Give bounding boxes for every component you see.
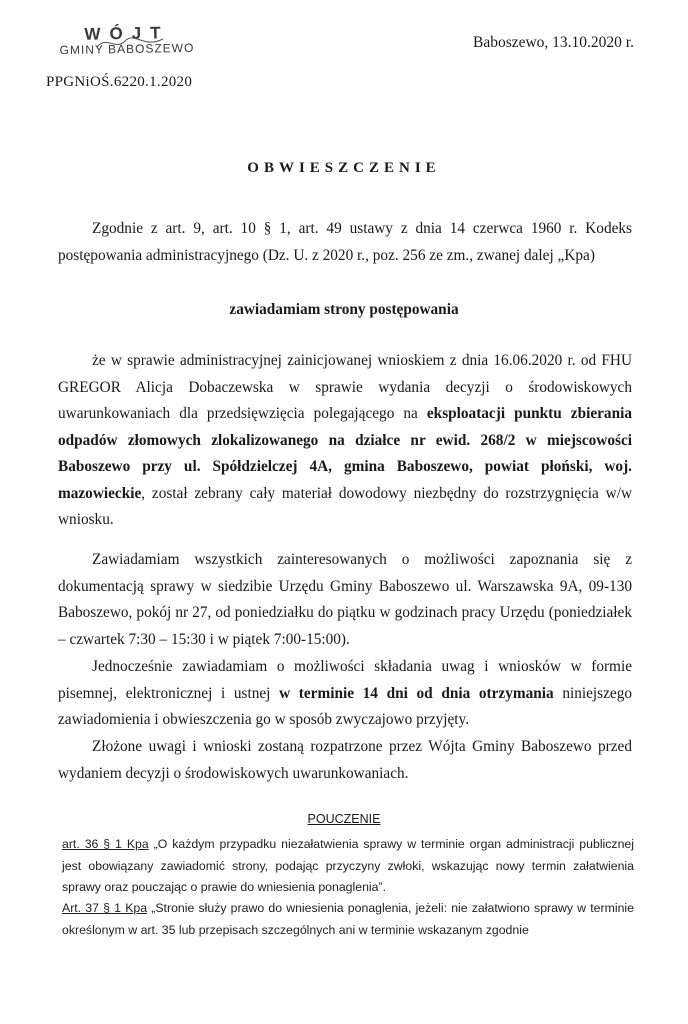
paragraph-case-end: , został zebrany cały materiał dowodowy niezbędny do rozstrzygnięcia w/w wniosku. xyxy=(58,484,632,528)
paragraph-case-bold: eksploatacji punktu zbierania odpadów złomowych zlokalizowanego na działce nr ewid. 268/2 w miejscowości Baboszewo przy ul. Spółdzielczej 4A, gmina Baboszewo, powiat płoński, woj. mazowieckie xyxy=(58,405,632,502)
date-line: Baboszewo, 13.10.2020 r. xyxy=(472,34,634,51)
signature-scribble xyxy=(95,33,165,53)
paragraph-remarks-start: Jednocześnie zawiadamiam o możliwości składania uwag i wniosków w formie pisemnej, elektronicznej i ustnej xyxy=(58,658,632,702)
stamp-title: WÓJT xyxy=(84,23,170,44)
article-36-body: „O każdym przypadku niezałatwienia sprawy w terminie organ administracji publicznej jest obowiązany zawiadomić strony, podając przyczyny zwłoki, wskazując nowy termin załatwienia sprawy oraz pouczając o prawie do wniesienia ponaglenia”. xyxy=(62,837,634,894)
article-36-ref: art. 36 § 1 Kpa xyxy=(62,837,149,851)
article-37-body: „Stronie służy prawo do wniesienia ponaglenia, jeżeli: nie załatwiono sprawy w terminie określonym w art. 35 lub przepisach szczególnych ani w terminie wskazanym zgodnie xyxy=(62,901,634,937)
article-37-text xyxy=(62,898,634,941)
paragraph-remarks xyxy=(58,654,632,734)
paragraph-case xyxy=(58,348,632,534)
article-36-text xyxy=(62,834,634,899)
notice-line: zawiadamiam strony postępowania xyxy=(229,301,459,318)
paragraph-remarks-bold: w terminie 14 dni od dnia otrzymania xyxy=(279,684,554,702)
paragraph-case-start: że w sprawie administracyjnej zainicjowanej wnioskiem z dnia 16.06.2020 r. od FHU GREGOR Alicja Dobaczewska w sprawie wydania decyzji o środowiskowych uwarunkowaniach dla przedsięwzięcia polegającego na xyxy=(58,352,632,422)
paragraph-remarks-end: niniejszego zawiadomienia i obwieszczenia go w sposób zwyczajowo przyjęty. xyxy=(58,684,632,728)
article-37-ref: Art. 37 § 1 Kpa xyxy=(62,901,148,915)
stamp-subtitle: GMINY BABOSZEWO xyxy=(59,40,195,58)
reference-number: PPGNiOŚ.6220.1.2020 xyxy=(46,74,193,90)
paragraph-consideration: Złożone uwagi i wnioski zostaną rozpatrzone przez Wójta Gminy Baboszewo przed wydaniem decyzji o środowiskowych uwarunkowaniach. xyxy=(58,738,632,782)
pouczenie-heading: POUCZENIE xyxy=(307,812,381,826)
paragraph-documentation: Zawiadamiam wszystkich zainteresowanych o możliwości zapoznania się z dokumentacją sprawy w siedzibie Urzędu Gminy Baboszewo ul. Warszawska 9A, 09-130 Baboszewo, pokój nr 27, od poniedziałku do piątku w godzinach pracy Urzędu (poniedziałek – czwartek 7:30 – 15:30 i w piątek 7:00-15:00). xyxy=(58,551,632,648)
intro-paragraph: Zgodnie z art. 9, art. 10 § 1, art. 49 ustawy z dnia 14 czerwca 1960 r. Kodeks postępowania administracyjnego (Dz. U. z 2020 r., poz. 256 ze zm., zwanej dalej „Kpa) xyxy=(58,220,632,264)
page-title: OBWIESZCZENIE xyxy=(247,160,441,176)
